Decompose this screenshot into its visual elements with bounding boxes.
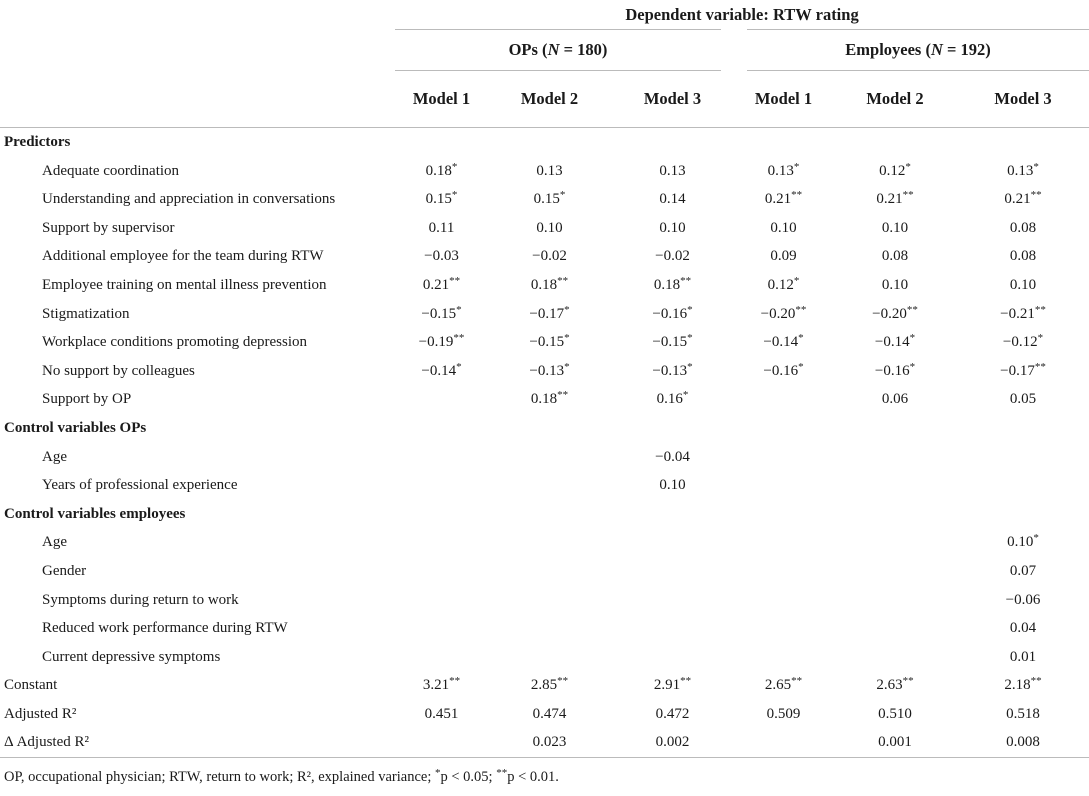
- value-cell: [833, 443, 957, 472]
- row-label: Support by supervisor: [42, 219, 175, 236]
- significance-marker: *: [1037, 332, 1044, 345]
- coefficient-value: 2.91: [653, 677, 681, 694]
- coefficient-value: 0.002: [655, 734, 690, 751]
- coefficient-value: 0.472: [655, 705, 690, 722]
- coefficient-value: 0.474: [532, 705, 567, 722]
- footnote-p2: p < 0.01.: [507, 769, 559, 785]
- value-cell: [734, 586, 833, 615]
- coefficient-value: 0.16: [656, 391, 683, 408]
- group-ops-prefix: OPs (: [508, 40, 548, 59]
- coefficient-value: 0.518: [1006, 705, 1040, 722]
- coefficient-value: 0.10: [1007, 534, 1034, 551]
- row-label: Age: [42, 448, 67, 465]
- table-row: [0, 614, 1089, 643]
- significance-marker: **: [453, 332, 465, 345]
- model-header: Model 3: [611, 71, 734, 128]
- value-cell: [957, 214, 1089, 243]
- coefficient-value: 0.008: [1006, 734, 1040, 751]
- row-label: Understanding and appreciation in conversations: [42, 191, 336, 208]
- coefficient-value: −0.14: [763, 334, 799, 351]
- coefficient-value: −0.20: [872, 305, 907, 322]
- coefficient-value: 0.10: [536, 219, 563, 236]
- significance-marker: **: [902, 189, 914, 202]
- table-row: [0, 643, 1089, 672]
- value-cell: [957, 700, 1089, 729]
- coefficient-value: 0.001: [878, 734, 912, 751]
- section-heading: Control variables employees: [4, 505, 186, 522]
- significance-marker: *: [564, 360, 570, 373]
- value-cell: [957, 157, 1089, 186]
- footnote-star-2: **: [496, 767, 508, 779]
- value-cell: [611, 700, 734, 729]
- significance-marker: **: [791, 675, 803, 688]
- coefficient-value: −0.02: [655, 248, 690, 265]
- coefficient-value: 0.15: [533, 191, 560, 208]
- section-row: [0, 128, 1089, 157]
- significance-marker: *: [451, 160, 458, 173]
- coefficient-value: 0.21: [876, 191, 903, 208]
- value-cell: [957, 643, 1089, 672]
- coefficient-value: 2.63: [876, 677, 903, 694]
- coefficient-value: 0.21: [1004, 191, 1031, 208]
- significance-marker: *: [456, 303, 462, 316]
- table-row: [0, 471, 1089, 500]
- coefficient-value: −0.02: [532, 248, 567, 265]
- value-cell: [395, 271, 488, 300]
- row-label: Gender: [42, 562, 87, 579]
- value-cell: [611, 671, 734, 700]
- coefficient-value: 0.10: [770, 219, 797, 236]
- group-emp-n-value: = 192): [942, 40, 991, 59]
- row-label: Current depressive symptoms: [42, 648, 221, 665]
- value-cell: [488, 157, 611, 186]
- row-label: Constant: [4, 677, 58, 694]
- value-cell: [833, 700, 957, 729]
- value-cell: [833, 528, 957, 557]
- table-body: [0, 128, 1089, 758]
- value-cell: [611, 643, 734, 672]
- model-header: Model 2: [488, 71, 611, 128]
- value-cell: [611, 185, 734, 214]
- value-cell: [611, 443, 734, 472]
- value-cell: [957, 528, 1089, 557]
- value-cell: [611, 586, 734, 615]
- table-footnote: [4, 769, 559, 786]
- value-cell: [833, 614, 957, 643]
- value-cell: [957, 471, 1089, 500]
- value-cell: [488, 614, 611, 643]
- value-cell: [395, 157, 488, 186]
- significance-marker: **: [902, 675, 914, 688]
- coefficient-value: −0.13: [529, 362, 565, 379]
- value-cell: [395, 700, 488, 729]
- coefficient-value: −0.15: [652, 334, 688, 351]
- coefficient-value: 0.11: [428, 219, 455, 236]
- coefficient-value: 0.12: [879, 162, 906, 179]
- coefficient-value: 0.10: [881, 276, 909, 293]
- coefficient-value: 0.18: [530, 391, 558, 408]
- value-cell: [488, 385, 611, 414]
- coefficient-value: −0.21: [1000, 305, 1035, 322]
- value-cell: [395, 557, 488, 586]
- significance-marker: **: [1034, 303, 1046, 316]
- value-cell: [395, 671, 488, 700]
- dependent-variable-row: [0, 0, 1089, 30]
- row-label: Adjusted R²: [4, 705, 77, 722]
- significance-marker: *: [909, 360, 916, 373]
- coefficient-value: −0.12: [1002, 334, 1038, 351]
- significance-marker: *: [687, 303, 693, 316]
- significance-marker: **: [449, 274, 461, 287]
- coefficient-value: −0.20: [760, 305, 796, 322]
- significance-marker: **: [1034, 360, 1046, 373]
- coefficient-value: 0.08: [1009, 248, 1037, 265]
- value-cell: [488, 671, 611, 700]
- value-cell: [833, 185, 957, 214]
- model-header: Model 2: [833, 71, 957, 128]
- table-row: [0, 357, 1089, 386]
- coefficient-value: 0.14: [659, 191, 686, 208]
- value-cell: [734, 557, 833, 586]
- value-cell: [833, 300, 957, 329]
- value-cell: [611, 471, 734, 500]
- section-heading: Control variables OPs: [4, 419, 147, 436]
- value-cell: [395, 614, 488, 643]
- table-row: [0, 443, 1089, 472]
- coefficient-value: 0.10: [881, 219, 909, 236]
- table-row: [0, 700, 1089, 729]
- value-cell: [957, 671, 1089, 700]
- value-cell: [488, 242, 611, 271]
- coefficient-value: 0.12: [767, 276, 794, 293]
- value-cell: [611, 157, 734, 186]
- value-cell: [734, 357, 833, 386]
- value-cell: [957, 586, 1089, 615]
- value-cell: [611, 271, 734, 300]
- value-cell: [734, 242, 833, 271]
- table-row: [0, 271, 1089, 300]
- coefficient-value: 0.510: [878, 705, 912, 722]
- table-row: [0, 528, 1089, 557]
- coefficient-value: 0.04: [1009, 620, 1037, 637]
- significance-marker: *: [451, 189, 458, 202]
- coefficient-value: −0.17: [1000, 362, 1035, 379]
- table-row: [0, 328, 1089, 357]
- coefficient-value: 0.18: [530, 276, 558, 293]
- significance-marker: **: [557, 389, 569, 402]
- coefficient-value: −0.16: [652, 305, 688, 322]
- coefficient-value: −0.06: [1005, 591, 1041, 608]
- value-cell: [734, 614, 833, 643]
- coefficient-value: −0.19: [418, 334, 454, 351]
- value-cell: [395, 728, 488, 757]
- significance-marker: **: [791, 189, 803, 202]
- value-cell: [957, 185, 1089, 214]
- significance-marker: *: [793, 274, 800, 287]
- value-cell: [395, 357, 488, 386]
- significance-marker: **: [557, 675, 569, 688]
- value-cell: [734, 300, 833, 329]
- coefficient-value: 0.509: [766, 705, 801, 722]
- coefficient-value: −0.15: [421, 305, 457, 322]
- coefficient-value: 0.023: [532, 734, 567, 751]
- coefficient-value: 0.01: [1009, 648, 1037, 665]
- row-label: Support by OP: [42, 391, 132, 408]
- value-cell: [957, 242, 1089, 271]
- coefficient-value: 0.05: [1009, 391, 1037, 408]
- significance-marker: *: [798, 360, 804, 373]
- value-cell: [395, 528, 488, 557]
- coefficient-value: −0.04: [655, 448, 690, 465]
- coefficient-value: 0.07: [1009, 562, 1037, 579]
- table-row: [0, 300, 1089, 329]
- value-cell: [957, 443, 1089, 472]
- significance-marker: *: [456, 360, 462, 373]
- coefficient-value: 2.18: [1004, 677, 1031, 694]
- value-cell: [734, 385, 833, 414]
- significance-marker: *: [798, 332, 804, 345]
- value-cell: [957, 328, 1089, 357]
- value-cell: [611, 300, 734, 329]
- coefficient-value: 0.08: [1009, 219, 1037, 236]
- value-cell: [395, 586, 488, 615]
- value-cell: [833, 357, 957, 386]
- value-cell: [957, 728, 1089, 757]
- value-cell: [611, 357, 734, 386]
- value-cell: [395, 214, 488, 243]
- value-cell: [734, 443, 833, 472]
- footnote-main: OP, occupational physician; RTW, return to work; R², explained variance;: [4, 769, 435, 785]
- table-row: [0, 185, 1089, 214]
- significance-marker: **: [557, 274, 569, 287]
- value-cell: [611, 214, 734, 243]
- value-cell: [488, 357, 611, 386]
- coefficient-value: 0.18: [653, 276, 681, 293]
- table-row: [0, 214, 1089, 243]
- model-header: Model 1: [395, 71, 488, 128]
- table-row: [0, 157, 1089, 186]
- value-cell: [833, 214, 957, 243]
- row-label: No support by colleagues: [42, 362, 195, 379]
- significance-marker: *: [1033, 160, 1039, 173]
- row-label: Symptoms during return to work: [42, 591, 239, 608]
- coefficient-value: −0.14: [874, 334, 910, 351]
- value-cell: [833, 586, 957, 615]
- value-cell: [395, 300, 488, 329]
- value-cell: [734, 671, 833, 700]
- significance-marker: **: [795, 303, 807, 316]
- value-cell: [734, 528, 833, 557]
- value-cell: [611, 385, 734, 414]
- coefficient-value: 0.13: [1007, 162, 1034, 179]
- value-cell: [734, 728, 833, 757]
- value-cell: [734, 643, 833, 672]
- row-label: Employee training on mental illness prevention: [42, 276, 327, 293]
- significance-marker: *: [682, 389, 689, 402]
- row-label: Adequate coordination: [42, 162, 180, 179]
- value-cell: [734, 328, 833, 357]
- value-cell: [395, 242, 488, 271]
- coefficient-value: 0.451: [424, 705, 459, 722]
- coefficient-value: 0.13: [767, 162, 794, 179]
- value-cell: [833, 328, 957, 357]
- coefficient-value: 0.10: [659, 477, 686, 494]
- coefficient-value: 0.21: [422, 276, 450, 293]
- group-ops-n-label: N: [547, 40, 560, 59]
- value-cell: [833, 242, 957, 271]
- value-cell: [833, 471, 957, 500]
- value-cell: [395, 443, 488, 472]
- coefficient-value: 0.10: [1009, 276, 1037, 293]
- significance-marker: **: [449, 675, 461, 688]
- model-header: Model 3: [957, 71, 1089, 128]
- coefficient-value: 0.06: [881, 391, 909, 408]
- significance-marker: *: [564, 332, 570, 345]
- value-cell: [611, 614, 734, 643]
- table-row: [0, 586, 1089, 615]
- value-cell: [395, 385, 488, 414]
- significance-marker: *: [564, 303, 570, 316]
- value-cell: [488, 300, 611, 329]
- footnote-p1: p < 0.05;: [440, 769, 497, 785]
- model-header: Model 1: [734, 71, 833, 128]
- section-predictors: Predictors: [4, 134, 71, 150]
- coefficient-value: 0.09: [770, 248, 797, 265]
- coefficient-value: −0.16: [763, 362, 799, 379]
- coefficient-value: 3.21: [422, 677, 450, 694]
- coefficient-value: 0.10: [659, 219, 686, 236]
- coefficient-value: 0.18: [425, 162, 452, 179]
- value-cell: [611, 528, 734, 557]
- coefficient-value: 0.21: [764, 191, 792, 208]
- row-label: Stigmatization: [42, 305, 130, 322]
- value-cell: [833, 271, 957, 300]
- significance-marker: **: [680, 675, 692, 688]
- coefficient-value: −0.16: [874, 362, 910, 379]
- value-cell: [488, 214, 611, 243]
- significance-marker: **: [906, 303, 918, 316]
- value-cell: [833, 557, 957, 586]
- row-label: Age: [42, 534, 67, 551]
- coefficient-value: 0.08: [881, 248, 909, 265]
- value-cell: [734, 471, 833, 500]
- group-header-ops: [395, 30, 734, 71]
- value-cell: [488, 443, 611, 472]
- value-cell: [488, 471, 611, 500]
- value-cell: [611, 728, 734, 757]
- value-cell: [833, 671, 957, 700]
- table-row: [0, 385, 1089, 414]
- value-cell: [734, 185, 833, 214]
- group-emp-n-label: N: [930, 40, 943, 59]
- row-label: Workplace conditions promoting depression: [42, 334, 307, 351]
- significance-marker: *: [559, 189, 566, 202]
- value-cell: [488, 557, 611, 586]
- row-label: Reduced work performance during RTW: [42, 620, 288, 637]
- value-cell: [488, 185, 611, 214]
- value-cell: [734, 157, 833, 186]
- value-cell: [833, 385, 957, 414]
- row-label: Years of professional experience: [42, 477, 238, 494]
- coefficient-value: 0.15: [425, 191, 452, 208]
- coefficient-value: −0.13: [652, 362, 688, 379]
- coefficient-value: 2.65: [764, 677, 792, 694]
- value-cell: [957, 271, 1089, 300]
- value-cell: [957, 385, 1089, 414]
- significance-marker: *: [687, 332, 693, 345]
- coefficient-value: 2.85: [530, 677, 558, 694]
- value-cell: [488, 643, 611, 672]
- coefficient-value: −0.14: [421, 362, 457, 379]
- section-row: [0, 500, 1089, 529]
- value-cell: [734, 214, 833, 243]
- value-cell: [488, 271, 611, 300]
- value-cell: [833, 157, 957, 186]
- value-cell: [957, 300, 1089, 329]
- table-row: [0, 728, 1089, 757]
- value-cell: [611, 557, 734, 586]
- significance-marker: **: [680, 274, 692, 287]
- value-cell: [833, 643, 957, 672]
- coefficient-value: −0.03: [424, 248, 459, 265]
- significance-marker: *: [687, 360, 693, 373]
- value-cell: [488, 586, 611, 615]
- significance-marker: **: [1030, 189, 1042, 202]
- section-row: [0, 414, 1089, 443]
- significance-marker: *: [1033, 532, 1039, 545]
- significance-marker: **: [1030, 675, 1042, 688]
- coefficient-value: 0.13: [659, 162, 686, 179]
- value-cell: [957, 614, 1089, 643]
- value-cell: [488, 728, 611, 757]
- row-label: Δ Adjusted R²: [0, 728, 395, 757]
- group-header-employees: [734, 30, 1089, 71]
- value-cell: [734, 271, 833, 300]
- footnote-star-1: *: [435, 767, 441, 779]
- value-cell: [611, 242, 734, 271]
- coefficient-value: −0.15: [529, 334, 565, 351]
- significance-marker: *: [905, 160, 911, 173]
- value-cell: [395, 643, 488, 672]
- value-cell: [957, 557, 1089, 586]
- coefficient-value: 0.13: [536, 162, 563, 179]
- coefficient-value: −0.17: [529, 305, 565, 322]
- significance-marker: *: [909, 332, 916, 345]
- significance-marker: *: [793, 160, 800, 173]
- value-cell: [833, 728, 957, 757]
- group-header-row: [0, 30, 1089, 71]
- table-row: [0, 671, 1089, 700]
- dependent-variable-title: Dependent variable: RTW rating: [625, 5, 859, 24]
- table-row: [0, 557, 1089, 586]
- value-cell: [395, 185, 488, 214]
- value-cell: [488, 328, 611, 357]
- value-cell: [734, 700, 833, 729]
- table-row: [0, 242, 1089, 271]
- value-cell: [957, 357, 1089, 386]
- value-cell: [488, 528, 611, 557]
- group-emp-prefix: Employees (: [845, 40, 931, 59]
- value-cell: [395, 328, 488, 357]
- value-cell: [395, 471, 488, 500]
- row-label: Additional employee for the team during RTW: [42, 248, 324, 265]
- group-ops-n-value: = 180): [559, 40, 608, 59]
- value-cell: [611, 328, 734, 357]
- model-header-row: [0, 71, 1089, 128]
- value-cell: [488, 700, 611, 729]
